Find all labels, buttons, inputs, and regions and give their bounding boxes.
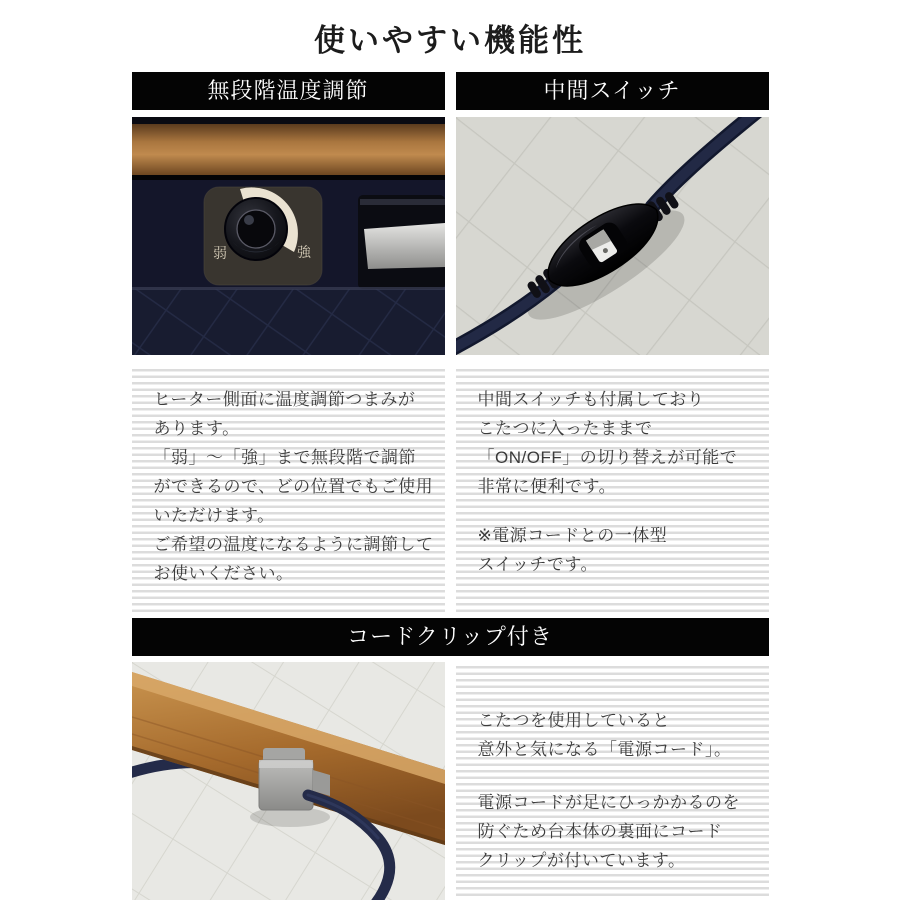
text-line: お使いください。	[153, 564, 294, 583]
feature-row-top	[132, 72, 769, 612]
switch-description	[456, 365, 769, 612]
text-line: ヒーター側面に温度調節つまみが	[153, 390, 416, 409]
text-line: 防ぐため台本体の裏面にコード	[477, 822, 723, 841]
section-header-temperature: 無段階温度調節	[132, 72, 445, 110]
text-line: こたつに入ったままで	[477, 419, 653, 438]
cord-clip-description	[456, 662, 769, 900]
text-line: ご希望の温度になるように調節して	[153, 535, 434, 554]
text-line: 「ON/OFF」の切り替えが可能で	[477, 448, 738, 467]
temperature-description	[132, 365, 445, 612]
text-line: 非常に便利です。	[477, 477, 617, 496]
knob-label-high: 強	[296, 244, 311, 260]
text-line: スイッチです。	[477, 555, 598, 574]
inline-switch-photo	[456, 117, 769, 355]
text-line: 電源コードが足にひっかかるのを	[477, 793, 740, 812]
spacer	[478, 764, 769, 788]
spacer	[478, 501, 769, 521]
text-line: ができるので、どの位置でもご使用	[153, 477, 434, 496]
feature-temperature-control	[132, 72, 445, 612]
section-header-switch: 中間スイッチ	[456, 72, 769, 110]
feature-row-bottom	[132, 618, 769, 900]
feature-inline-switch	[456, 72, 769, 612]
text-line: 中間スイッチも付属しており	[477, 390, 705, 409]
temperature-knob-photo	[132, 117, 445, 355]
text-line: クリップが付いています。	[477, 851, 686, 870]
knob-label-low: 弱	[212, 245, 227, 261]
text-line: ※電源コードとの一体型	[477, 526, 668, 545]
text-line: こたつを使用していると	[477, 711, 670, 730]
text-line: 意外と気になる「電源コード」。	[477, 740, 732, 759]
section-header-cord-clip: コードクリップ付き	[132, 618, 769, 656]
page-title: 使いやすい機能性	[314, 23, 586, 58]
content-area	[132, 72, 769, 900]
text-line: あります。	[153, 419, 240, 438]
text-line: 「弱」〜「強」まで無段階で調節	[153, 448, 416, 467]
cord-clip-photo	[132, 662, 445, 900]
text-line: いただけます。	[153, 506, 275, 525]
